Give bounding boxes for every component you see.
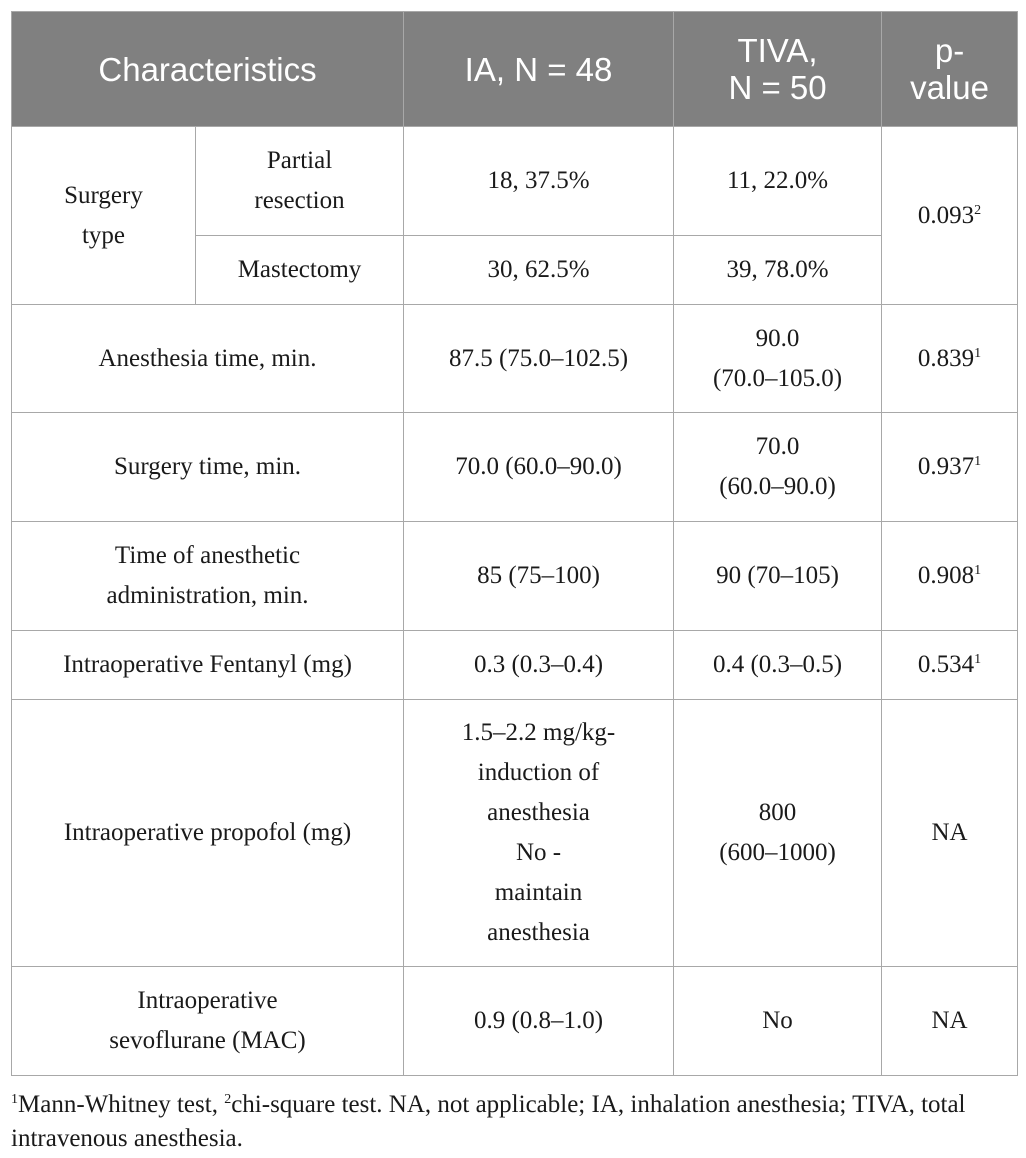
table-row-admin-time bbox=[12, 522, 1018, 631]
sevoflurane-label: Intraoperative sevoflurane (MAC) bbox=[12, 967, 404, 1076]
fentanyl-pvalue: 0.534$^1$ bbox=[882, 631, 1018, 700]
admin-time-tiva: 90 (70–105) bbox=[674, 522, 882, 631]
mastectomy-tiva: 39, 78.0% bbox=[674, 236, 882, 305]
surgery-time-tiva: 70.0 (60.0–90.0) bbox=[674, 413, 882, 522]
admin-time-pvalue: 0.908$^1$ bbox=[882, 522, 1018, 631]
characteristics-table bbox=[11, 11, 1018, 1076]
anesthesia-time-tiva: 90.0 (70.0–105.0) bbox=[674, 305, 882, 413]
table-row-propofol bbox=[12, 700, 1018, 967]
partial-resection-ia: 18, 37.5% bbox=[404, 127, 674, 236]
sevoflurane-pvalue: NA bbox=[882, 967, 1018, 1076]
table-footnote: $^1$Mann-Whitney test, $^2$chi-square test. NA, not applicable; IA, inhalation anesthesia; TIVA, total intravenous anesthesia. bbox=[11, 1091, 966, 1152]
table-row-anesthesia-time bbox=[12, 305, 1018, 413]
partial-resection-label: Partial resection bbox=[196, 127, 404, 236]
header-pvalue: p- value bbox=[882, 12, 1018, 127]
table-row-partial-resection bbox=[12, 127, 1018, 236]
header-tiva: TIVA, N = 50 bbox=[674, 12, 882, 127]
sevoflurane-ia: 0.9 (0.8–1.0) bbox=[404, 967, 674, 1076]
surgery-time-label: Surgery time, min. bbox=[12, 413, 404, 522]
propofol-label: Intraoperative propofol (mg) bbox=[12, 700, 404, 967]
header-row bbox=[12, 12, 1018, 127]
propofol-pvalue: NA bbox=[882, 700, 1018, 967]
admin-time-label: Time of anesthetic administration, min. bbox=[12, 522, 404, 631]
propofol-tiva: 800 (600–1000) bbox=[674, 700, 882, 967]
partial-resection-tiva: 11, 22.0% bbox=[674, 127, 882, 236]
sevoflurane-tiva: No bbox=[674, 967, 882, 1076]
header-ia: IA, N = 48 bbox=[404, 12, 674, 127]
fentanyl-ia: 0.3 (0.3–0.4) bbox=[404, 631, 674, 700]
propofol-ia: 1.5–2.2 mg/kg- induction of anesthesia No - maintain anesthesia bbox=[404, 700, 674, 967]
fentanyl-label: Intraoperative Fentanyl (mg) bbox=[12, 631, 404, 700]
mastectomy-ia: 30, 62.5% bbox=[404, 236, 674, 305]
header-characteristics: Characteristics bbox=[12, 12, 404, 127]
table-row-sevoflurane bbox=[12, 967, 1018, 1076]
anesthesia-time-pvalue: 0.839$^1$ bbox=[882, 305, 1018, 413]
surgery-time-ia: 70.0 (60.0–90.0) bbox=[404, 413, 674, 522]
anesthesia-time-label: Anesthesia time, min. bbox=[12, 305, 404, 413]
table-row-surgery-time bbox=[12, 413, 1018, 522]
admin-time-ia: 85 (75–100) bbox=[404, 522, 674, 631]
fentanyl-tiva: 0.4 (0.3–0.5) bbox=[674, 631, 882, 700]
mastectomy-label: Mastectomy bbox=[196, 236, 404, 305]
anesthesia-time-ia: 87.5 (75.0–102.5) bbox=[404, 305, 674, 413]
table-row-fentanyl bbox=[12, 631, 1018, 700]
surgery-type-label: Surgery type bbox=[12, 127, 196, 305]
surgery-time-pvalue: 0.937$^1$ bbox=[882, 413, 1018, 522]
surgery-type-pvalue: 0.093$^2$ bbox=[882, 127, 1018, 305]
